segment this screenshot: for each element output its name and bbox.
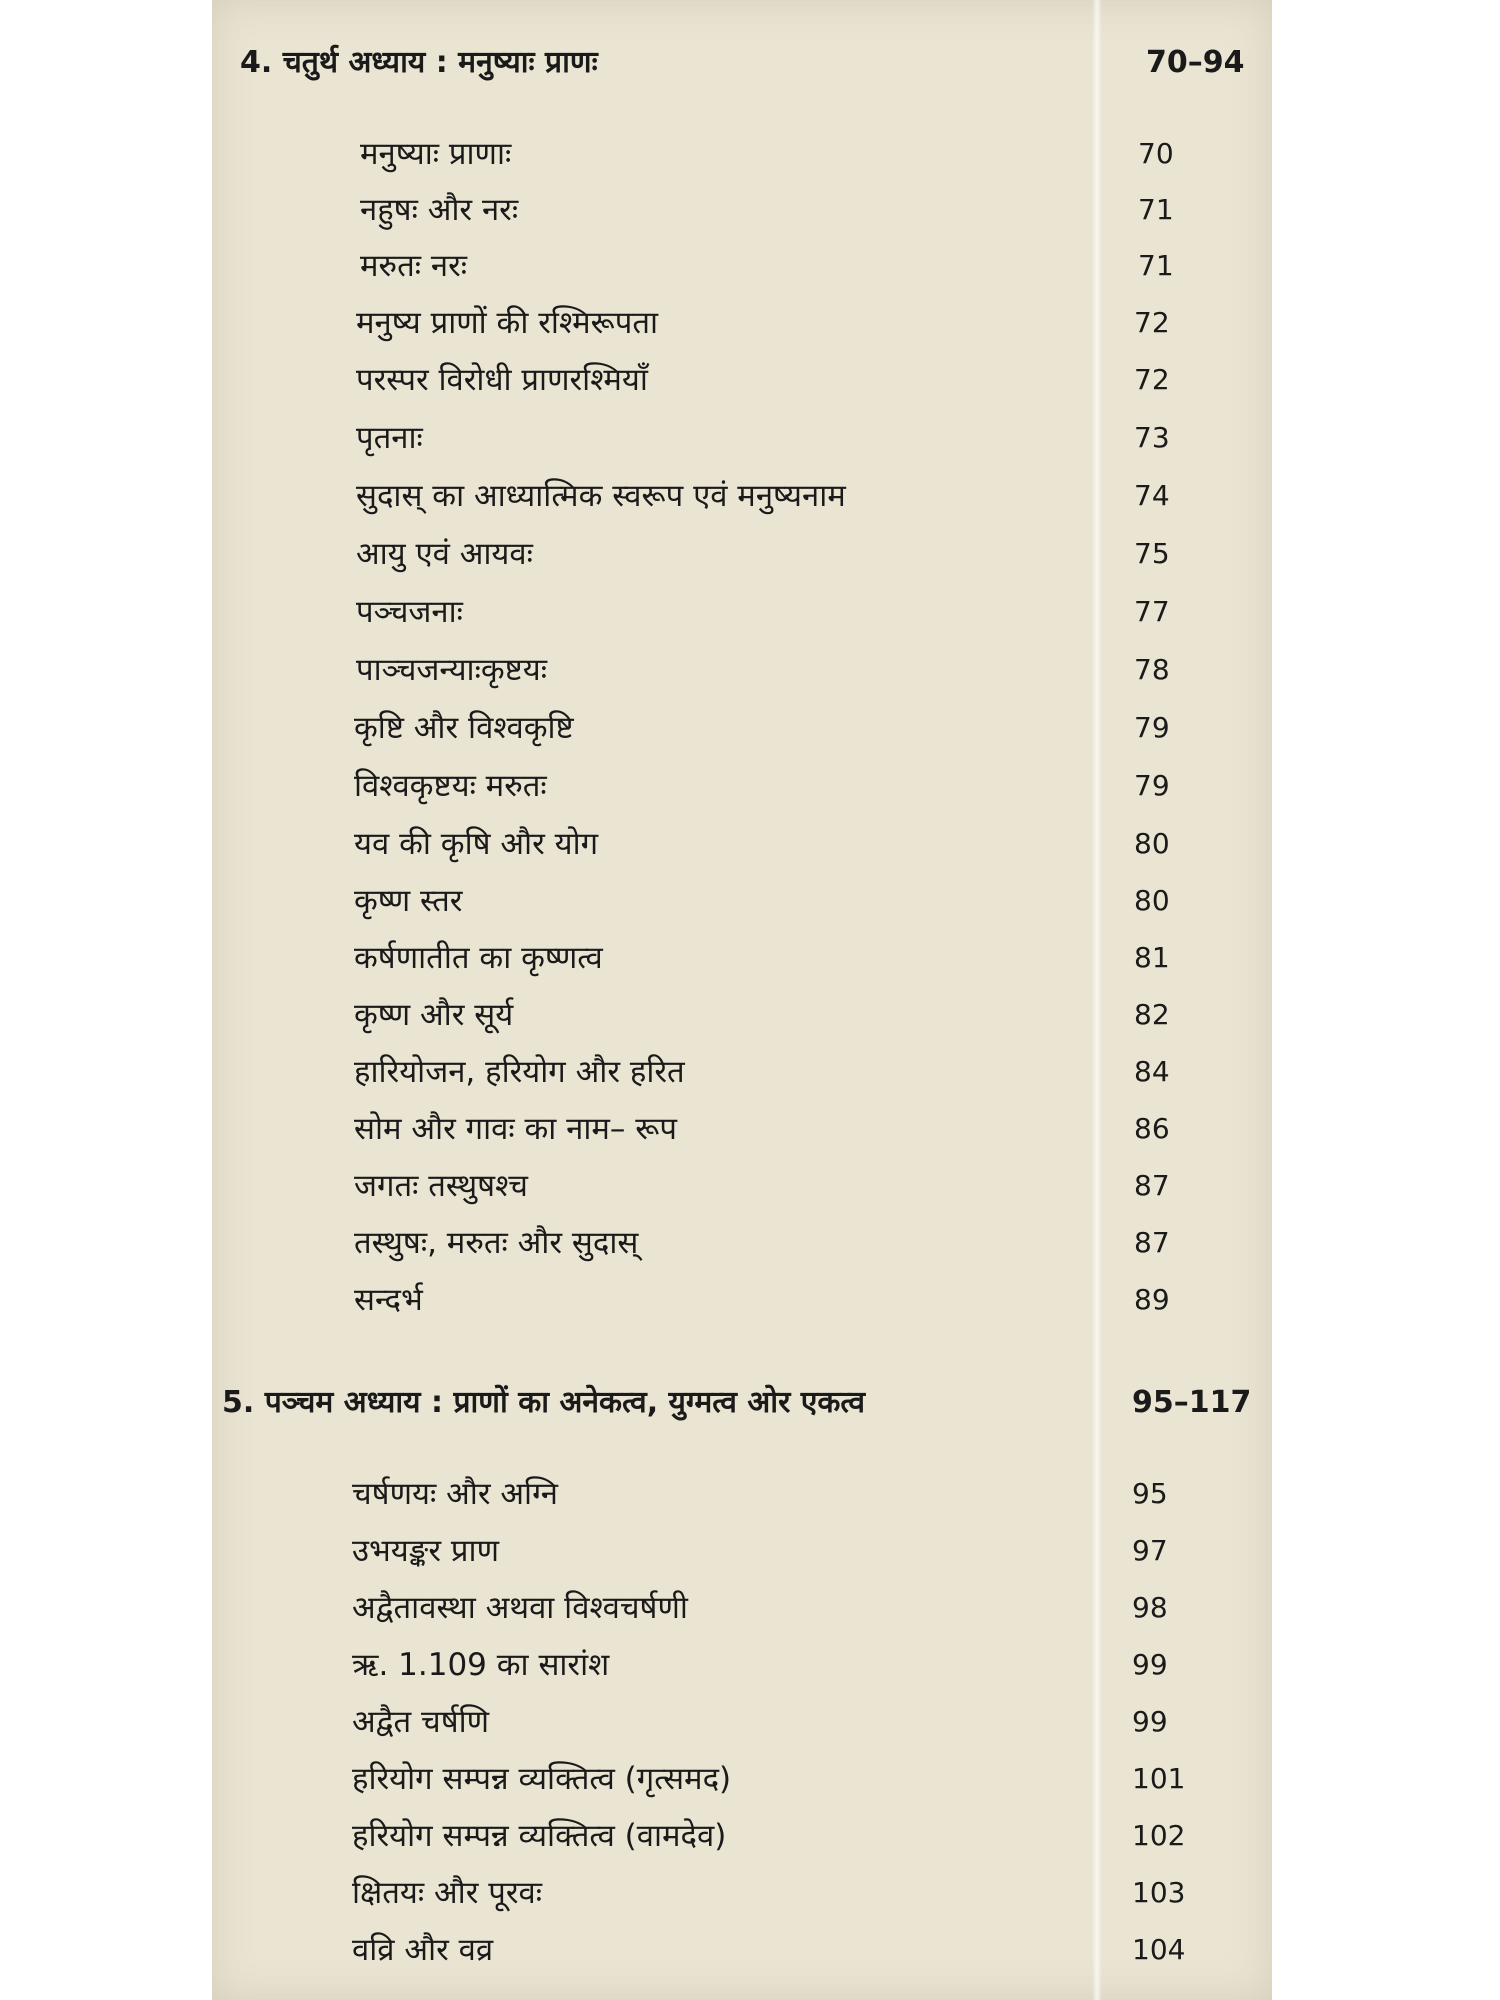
entry-page: 71	[1138, 249, 1174, 282]
entry-title: हरियोग सम्पन्न व्यक्तित्व (गृत्समद)	[352, 1761, 732, 1797]
toc-entry	[0, 1694, 1500, 1750]
entry-page: 95	[1132, 1477, 1168, 1510]
toc-entry	[0, 758, 1500, 814]
entry-page: 80	[1134, 827, 1170, 860]
entry-page: 75	[1134, 537, 1170, 570]
entry-title: कर्षणातीत का कृष्णत्व	[354, 940, 603, 976]
toc-entry	[0, 1751, 1500, 1807]
entry-title: पृतनाः	[356, 420, 423, 456]
chapter-heading	[0, 35, 1500, 91]
entry-title: पाञ्चजन्याःकृष्टयः	[356, 652, 547, 688]
entry-page: 78	[1134, 653, 1170, 686]
toc-entry	[0, 1808, 1500, 1864]
toc-entry	[0, 1922, 1500, 1978]
entry-title: मरुतः नरः	[360, 248, 468, 284]
entry-page: 86	[1134, 1112, 1170, 1145]
chapter-page-range: 70–94	[1146, 45, 1245, 80]
toc-entry	[0, 584, 1500, 640]
entry-title: जगतः तस्थुषश्च	[354, 1168, 528, 1204]
entry-title: सन्दर्भ	[354, 1282, 423, 1318]
entry-title: आयु एवं आयवः	[356, 536, 533, 572]
toc-entry	[0, 1523, 1500, 1579]
entry-page: 81	[1134, 941, 1170, 974]
entry-page: 89	[1134, 1283, 1170, 1316]
entry-page: 74	[1134, 479, 1170, 512]
entry-title: उभयङ्कर प्राण	[352, 1533, 499, 1569]
toc-entry	[0, 1865, 1500, 1921]
entry-page: 79	[1134, 769, 1170, 802]
entry-title: सोम और गावः का नाम– रूप	[354, 1111, 677, 1147]
entry-title: परस्पर विरोधी प्राणरश्मियाँ	[356, 362, 648, 398]
toc-entry	[0, 1158, 1500, 1214]
toc-entry	[0, 182, 1500, 238]
entry-title: ऋ. 1.109 का सारांश	[352, 1647, 610, 1683]
entry-page: 79	[1134, 711, 1170, 744]
entry-page: 82	[1134, 998, 1170, 1031]
toc-entry	[0, 526, 1500, 582]
entry-page: 73	[1134, 421, 1170, 454]
entry-title: कृष्ण स्तर	[354, 883, 463, 919]
chapter-page-range: 95–117	[1132, 1385, 1252, 1420]
toc-entry	[0, 410, 1500, 466]
entry-title: कृष्टि और विश्वकृष्टि	[354, 710, 574, 746]
entry-title: क्षितयः और पूरवः	[352, 1875, 543, 1911]
toc-entry	[0, 352, 1500, 408]
toc-entry	[0, 1272, 1500, 1328]
entry-title: मनुष्य प्राणों की रश्मिरूपता	[356, 305, 659, 341]
entry-title: सुदास् का आध्यात्मिक स्वरूप एवं मनुष्यनाम	[356, 478, 846, 514]
toc-entry	[0, 987, 1500, 1043]
entry-page: 87	[1134, 1226, 1170, 1259]
entry-page: 99	[1132, 1705, 1168, 1738]
toc-entry	[0, 1101, 1500, 1157]
entry-page: 97	[1132, 1534, 1168, 1567]
entry-title: पञ्चजनाः	[356, 594, 463, 630]
toc-entry	[0, 1466, 1500, 1522]
entry-page: 103	[1132, 1876, 1186, 1909]
entry-page: 102	[1132, 1819, 1186, 1852]
chapter-heading	[0, 1375, 1500, 1431]
toc-entry	[0, 873, 1500, 929]
entry-page: 72	[1134, 363, 1170, 396]
entry-title: यव की कृषि और योग	[354, 826, 599, 862]
entry-page: 98	[1132, 1591, 1168, 1624]
toc-entry	[0, 1637, 1500, 1693]
entry-title: नहुषः और नरः	[360, 192, 519, 228]
entry-page: 101	[1132, 1762, 1186, 1795]
entry-page: 72	[1134, 306, 1170, 339]
toc-entry	[0, 700, 1500, 756]
toc-entry	[0, 1215, 1500, 1271]
toc-entry	[0, 1580, 1500, 1636]
toc-entry	[0, 126, 1500, 182]
entry-title: अद्वैत चर्षणि	[352, 1704, 490, 1740]
toc-entry	[0, 295, 1500, 351]
entry-title: वव्रि और वव्र	[352, 1932, 494, 1968]
entry-page: 80	[1134, 884, 1170, 917]
entry-title: हरियोग सम्पन्न व्यक्तित्व (वामदेव)	[352, 1818, 727, 1854]
toc-entry	[0, 816, 1500, 872]
entry-page: 104	[1132, 1933, 1186, 1966]
toc-entry	[0, 930, 1500, 986]
chapter-title: 5. पञ्चम अध्याय : प्राणों का अनेकत्व, युग्मत्व ओर एकत्व	[222, 1385, 866, 1420]
toc-entry	[0, 238, 1500, 294]
toc-entry	[0, 468, 1500, 524]
toc-entry	[0, 1044, 1500, 1100]
entry-title: मनुष्याः प्राणाः	[360, 136, 512, 172]
entry-title: कृष्ण और सूर्य	[354, 997, 514, 1033]
entry-page: 87	[1134, 1169, 1170, 1202]
entry-title: तस्थुषः, मरुतः और सुदास्	[354, 1225, 639, 1261]
entry-page: 71	[1138, 193, 1174, 226]
entry-page: 70	[1138, 137, 1174, 170]
entry-page: 77	[1134, 595, 1170, 628]
entry-title: हारियोजन, हरियोग और हरित	[354, 1054, 685, 1090]
entry-page: 99	[1132, 1648, 1168, 1681]
entry-title: विश्वकृष्टयः मरुतः	[354, 768, 547, 804]
entry-page: 84	[1134, 1055, 1170, 1088]
entry-title: चर्षणयः और अग्नि	[352, 1476, 558, 1512]
chapter-title: 4. चतुर्थ अध्याय : मनुष्याः प्राणः	[240, 45, 598, 80]
toc-entry	[0, 642, 1500, 698]
entry-title: अद्वैतावस्था अथवा विश्वचर्षणी	[352, 1590, 688, 1626]
